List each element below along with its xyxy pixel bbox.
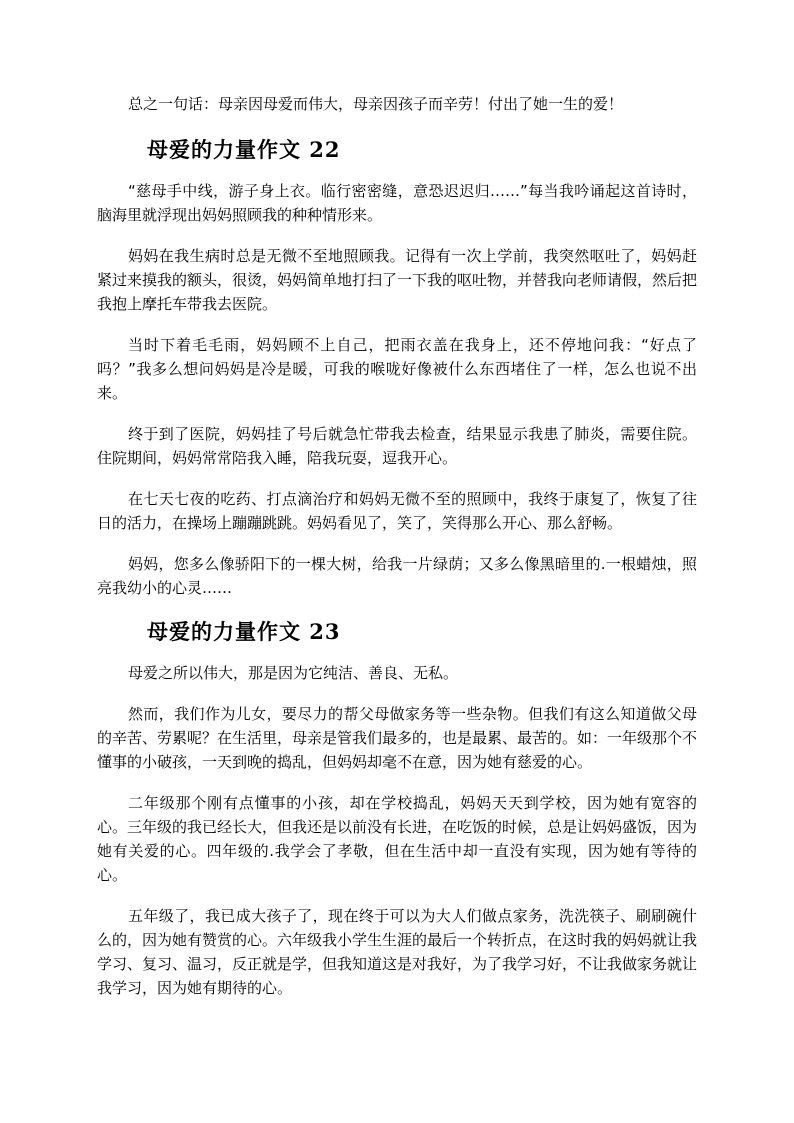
- paragraph: 母爱之所以伟大，那是因为它纯洁、善良、无私。: [128, 664, 459, 682]
- section-heading: 母爱的力量作文 22: [147, 137, 341, 162]
- section-22: [97, 135, 697, 600]
- paragraph: 然而，我们作为儿女，要尽力的帮父母做家务等一些杂物。但我们有这么知道做父母的辛苦、劳累呢？在生活里，母亲是管我们最多的，也是最累、最苦的。如：一年级那个不懂事的小破孩，一天到晚的捣乱，但妈妈却毫不在意，因为她有慈爱的心。: [97, 705, 698, 771]
- paragraph: 终于到了医院，妈妈挂了号后就急忙带我去检查，结果显示我患了肺炎，需要住院。住院期间，妈妈常常陪我入睡，陪我玩耍，逗我开心。: [97, 425, 697, 467]
- paragraph: 在七天七夜的吃药、打点滴治疗和妈妈无微不至的照顾中，我终于康复了，恢复了往日的活力，在操场上蹦蹦跳跳。妈妈看见了，笑了，笑得那么开心、那么舒畅。: [97, 490, 697, 532]
- paragraph: 妈妈，您多么像骄阳下的一棵大树，给我一片绿荫；又多么像黑暗里的.一根蜡烛，照亮我幼小的心灵……: [97, 555, 697, 597]
- paragraph: “慈母手中线，游子身上衣。临行密密缝，意恐迟迟归……”每当我吟诵起这首诗时，脑海里就浮现出妈妈照顾我的种种情形来。: [97, 182, 697, 224]
- paragraph: 妈妈在我生病时总是无微不至地照顾我。记得有一次上学前，我突然呕吐了，妈妈赶紧过来摸我的额头，很烫，妈妈简单地打扫了一下我的呕吐物，并替我向老师请假，然后把我抱上摩托车带我去医院。: [97, 247, 698, 313]
- intro-paragraph: 总之一句话：母亲因母爱而伟大，母亲因孩子而辛劳！付出了她一生的爱！: [128, 95, 624, 113]
- document-body: [97, 92, 697, 1017]
- paragraph: 二年级那个刚有点懂事的小孩，却在学校捣乱，妈妈天天到学校，因为她有宽容的心。三年级的我已经长大，但我还是以前没有长进，在吃饭的时候，总是让妈妈盛饭，因为她有关爱的心。四年级的.我学会了孝敬，但在生活中却一直没有实现，因为她有等待的心。: [97, 794, 698, 884]
- section-heading: 母爱的力量作文 23: [147, 619, 341, 644]
- paragraph: 当时下着毛毛雨，妈妈顾不上自己，把雨衣盖在我身上，还不停地问我：“好点了吗？”我多么想问妈妈是冷是暖，可我的喉咙好像被什么东西堵住了一样，怎么也说不出来。: [97, 336, 697, 402]
- paragraph: 五年级了，我已成大孩子了，现在终于可以为大人们做点家务，洗洗筷子、刷刷碗什么的，因为她有赞赏的心。六年级我小学生生涯的最后一个转折点，在这时我的妈妈就让我学习、复习、温习，反正就是学，但我知道这是对我好，为了我学习好，不让我做家务就让我学习，因为她有期待的心。: [97, 907, 698, 997]
- section-23: [97, 617, 697, 1000]
